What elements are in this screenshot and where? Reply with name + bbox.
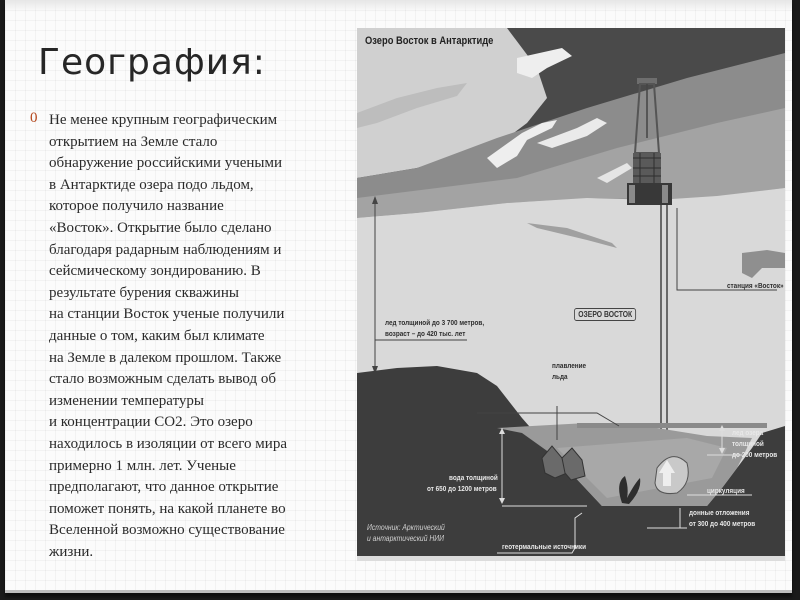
lake-ice-label-2: толщиной — [732, 439, 764, 448]
text-line: в Антарктиде озера подо льдом, — [49, 176, 254, 193]
source-caption — [367, 522, 445, 544]
diagram-illustration — [357, 28, 785, 561]
diagram-title: Озеро Восток в Антарктиде — [365, 35, 494, 47]
text-line: на станции Восток ученые получили — [49, 306, 285, 323]
lake-ice-label-3: до 200 метров — [732, 450, 778, 459]
text-line: обнаружение российскими учеными — [49, 155, 283, 172]
text-line: стало возможным сделать вывод об — [49, 371, 277, 388]
text-line: жизни. — [49, 543, 94, 560]
sediment-label-2: от 300 до 400 метров — [689, 519, 756, 528]
water-thickness-label-1: вода толщиной — [449, 473, 498, 482]
ice-melting-label-1: плавление — [552, 361, 587, 370]
text-line: которое получило название — [49, 198, 224, 215]
text-line: предполагают, что данное открытие — [49, 479, 279, 496]
text-line: и концентрации CO2. Это озеро — [49, 414, 253, 431]
text-line: Не менее крупным географическим — [49, 112, 278, 128]
lake-name-label: ОЗЕРО ВОСТОК — [574, 308, 636, 321]
sediment-label-1: донные отложения — [689, 508, 750, 517]
text-line: находилось в изоляции от всего мира — [49, 435, 287, 452]
water-thickness-label-2: от 650 до 1200 метров — [427, 484, 497, 493]
ice-thickness-label-2: возраст – до 420 тыс. лет — [385, 329, 466, 338]
text-line: Вселенной возможно существование — [49, 522, 285, 539]
slide-top-shade — [5, 0, 792, 12]
source-line-1: Источник: Арктический — [367, 523, 445, 532]
lake-ice-label-1: лед озера — [732, 428, 764, 437]
bullet-text — [49, 110, 349, 563]
source-line-2: и антарктический НИИ — [367, 534, 445, 543]
text-line: открытием на Земле стало — [49, 133, 218, 150]
circulation-label: циркуляция — [707, 486, 745, 495]
text-line: данные о том, каким был климате — [49, 327, 265, 344]
slide-title: География: — [38, 42, 266, 83]
text-line: изменении температуры — [49, 392, 205, 409]
text-line: результате бурения скважины — [49, 284, 239, 301]
text-line: благодаря радарным наблюдениям и — [49, 241, 282, 258]
ice-thickness-label-1: лед толщиной до 3 700 метров, — [385, 318, 485, 327]
geothermal-label: геотермальные источники — [502, 542, 586, 551]
bullet-marker-icon: 0 — [30, 110, 38, 126]
station-label: станция «Восток» — [727, 281, 784, 290]
slide — [5, 0, 792, 593]
text-line: поможет понять, на какой планете во — [49, 500, 286, 517]
text-line: «Восток». Открытие было сделано — [49, 219, 272, 236]
text-line: сейсмическому зондированию. В — [49, 263, 261, 280]
text-line: на Земле в далеком прошлом. Также — [49, 349, 282, 366]
text-line: примерно 1 млн. лет. Ученые — [49, 457, 236, 474]
ice-melting-label-2: льда — [552, 372, 568, 381]
lake-vostok-diagram — [357, 28, 785, 561]
